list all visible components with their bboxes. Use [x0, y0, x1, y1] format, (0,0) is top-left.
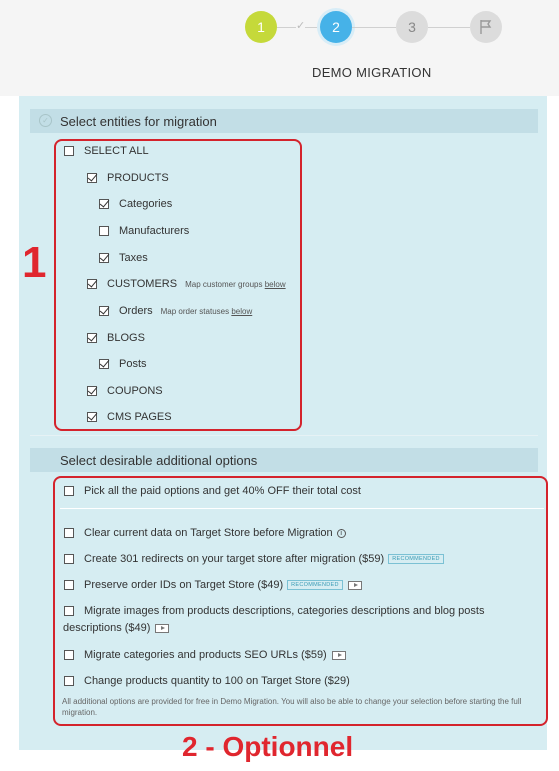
checkbox-customers[interactable]: CUSTOMERS Map customer groups below [87, 278, 286, 290]
migrate-images-continued: descriptions ($49) [63, 622, 169, 634]
step-connector [352, 27, 396, 28]
step-2[interactable]: 2 [320, 11, 352, 43]
info-icon[interactable]: i [337, 529, 346, 538]
entities-section-header: ✓ Select entities for migration [30, 109, 538, 133]
orders-below-link[interactable]: below [231, 306, 253, 316]
checkbox-manufacturers[interactable]: Manufacturers [99, 225, 189, 237]
checkbox-blogs[interactable]: BLOGS [87, 332, 145, 344]
checkbox-preserve-order-ids[interactable]: Preserve order IDs on Target Store ($49) RECOMMENDED [64, 579, 362, 591]
options-section-header: Select desirable additional options [30, 448, 538, 472]
checkbox-301-redirects[interactable]: Create 301 redirects on your target store after migration ($59) RECOMMENDED [64, 553, 444, 565]
checkbox-taxes[interactable]: Taxes [99, 252, 148, 264]
checkbox-cms-pages[interactable]: CMS PAGES [87, 411, 172, 423]
checkbox-seo-urls[interactable]: Migrate categories and products SEO URLs ($59) [64, 649, 346, 661]
checkbox-migrate-images[interactable]: Migrate images from products descriptions, categories descriptions and blog posts [64, 605, 484, 617]
step-connector [277, 27, 296, 28]
recommended-badge: RECOMMENDED [388, 554, 444, 564]
checkbox-coupons[interactable]: COUPONS [87, 385, 163, 397]
check-circle-icon: ✓ [39, 114, 52, 127]
checkbox-pick-all-paid[interactable]: Pick all the paid options and get 40% OFF their total cost [64, 485, 361, 497]
wizard-header [0, 0, 559, 96]
annotation-box-1 [54, 139, 302, 431]
step-connector [428, 27, 470, 28]
checkbox-posts[interactable]: Posts [99, 358, 147, 370]
step-finish[interactable] [470, 11, 502, 43]
annotation-label-2: 2 - Optionnel [182, 731, 354, 762]
recommended-badge: RECOMMENDED [287, 580, 343, 590]
customers-below-link[interactable]: below [264, 279, 286, 289]
checkbox-select-all[interactable]: SELECT ALL [64, 145, 149, 157]
options-footer-note: All additional options are provided for free in Demo Migration. You will also be able to change your selection before starting the full migration. [62, 697, 522, 717]
annotation-box-2 [53, 476, 548, 726]
checkbox-clear-data[interactable]: Clear current data on Target Store before Migration i [64, 527, 346, 539]
flag-icon [479, 19, 493, 35]
step-connector [305, 27, 320, 28]
annotation-label-1: 1 [22, 238, 47, 287]
checkbox-categories[interactable]: Categories [99, 198, 172, 210]
section-divider [30, 435, 538, 436]
checkbox-products[interactable]: PRODUCTS [87, 172, 169, 184]
orders-note: Map order statuses below [160, 306, 253, 316]
check-icon: ✓ [296, 20, 306, 32]
step-1[interactable]: 1 [245, 11, 277, 43]
page-title: DEMO MIGRATION [312, 65, 432, 80]
checkbox-change-quantity[interactable]: Change products quantity to 100 on Target Store ($29) [64, 675, 350, 687]
step-3[interactable]: 3 [396, 11, 428, 43]
customers-note: Map customer groups below [185, 279, 286, 289]
checkbox-orders[interactable]: Orders Map order statuses below [99, 305, 252, 317]
